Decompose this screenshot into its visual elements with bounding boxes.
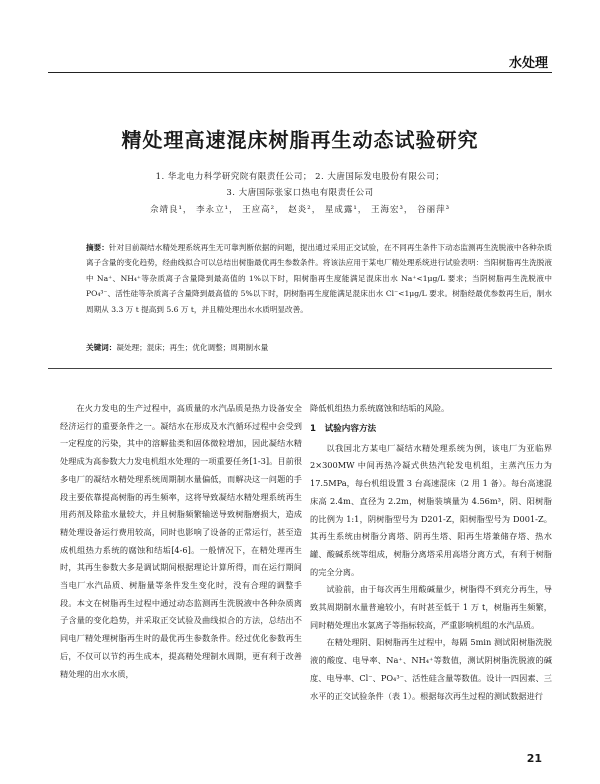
section-heading: 1 试验内容方法 [310, 423, 377, 434]
body-paragraph: 以我国北方某电厂凝结水精处理系统为例，该电厂为亚临界 2×300MW 中间再热冷凝式供热汽轮发电机组，主蒸汽压力为 17.5MPa，每台机组设置 3 台高速混床（2 用 1 备）。每台高速混床高 2.4m、直径为 2.2m，树脂装填量为 4.56m³，阴、阳树脂的比例为 1:1，阴树脂型号为 D201-Z，阳树脂型号为 D001-Z。其再生系统由树脂分离塔、阴再生塔、阳再生塔兼储存塔、热水罐、酸碱系统等组成，树脂分离塔采用高塔分离方式，有利于树脂的完全分离。 [310, 442, 552, 577]
abstract-label: 摘要： [86, 243, 109, 252]
body-column-right [310, 400, 552, 705]
body-column-left [60, 400, 302, 683]
body-paragraph: 在火力发电的生产过程中，高质量的水汽品质是热力设备安全经济运行的重要条件之一。凝结水在形成及水汽循环过程中会受到一定程度的污染，其中的溶解盐类和固体微粒增加，因此凝结水精处理成为高参数大力发电机组水处理的一项重要任务[1-3]。目前很多电厂的凝结水精处理系统周期制水量偏低，而解决这一问题的手段主要依靠提高树脂的再生频率，这将导致凝结水精处理系统再生用药剂及除盐水量较大，并且树脂频繁输送导致树脂磨损大，造成精处理设备运行费用较高，同时也影响了设备的正常运行，甚至造成机组热力系统的腐蚀和结垢[4-6]。一般情况下，在精处理再生时，其再生参数大多是调试期间根据理论计算所得，而在运行期间当电厂水汽品质、树脂量等条件发生变化时，没有合理的调整手段。本文在树脂再生过程中通过动态监测再生洗脱液中各种杂质离子含量的变化趋势，并采取正交试验及曲线拟合的方法，总结出不同电厂精处理树脂再生时的最优再生参数条件。经过优化参数再生后，不仅可以节约再生成本，提高精处理制水周期，更有利于改善精处理的出水水质， [60, 403, 302, 679]
section-label: 水处理 [508, 56, 548, 71]
keywords-text: 凝处理；混床；再生；优化调整；周期制水量 [116, 343, 269, 352]
keywords [86, 342, 552, 353]
abstract [86, 240, 552, 317]
keywords-label: 关键词： [86, 343, 117, 352]
page-number: 21 [526, 752, 542, 765]
affiliations-line-2: 3. 大唐国际张家口热电有限责任公司 [226, 188, 374, 198]
body-paragraph: 降低机组热力系统腐蚀和结垢的风险。 [310, 403, 450, 413]
body-paragraph: 在精处理阴、阳树脂再生过程中，每隔 5min 测试阳树脂洗脱液的酸度、电导率、Na⁺、NH₄⁺等数值，测试阴树脂洗脱液的碱度、电导率、Cl⁻、PO₄³⁻、活性硅含量等数值。设计一四因素、三水平的正交试验条件（表 1）。根据每次再生过程的测试数据进行 [310, 637, 552, 701]
author-list: 佘靖良¹， 李永立¹， 王应高²， 赵炎²， 星成露¹， 王海宏³， 谷丽萍³ [149, 205, 451, 215]
header-rule [48, 72, 552, 73]
abstract-divider [48, 368, 552, 369]
abstract-text: 针对目前凝结水精处理系统再生无可靠判断依据的问题，提出通过采用正交试验，在不同再生条件下动态监测再生洗脱液中各种杂质离子含量的变化趋势，经曲线拟合可以总结出树脂最优再生参数条件。将该法应用于某电厂精处理系统进行试验表明：当阳树脂再生洗脱液中 Na⁺、NH₄⁺等杂质离子含量降到最高值的 1%以下时，阳树脂再生度能满足混床出水 Na⁺<1μg/L 要求；当阴树脂再生洗脱液中 PO₄³⁻、活性硅等杂质离子含量降到最高值的 5%以下时，阴树脂再生度能满足混床出水 Cl⁻<1μg/L 要求。树脂经最优参数再生后，制水周期从 3.3 万 t 提高到 5.6 万 t，并且精处理出水水质明显改善。 [86, 243, 552, 314]
article-title: 精处理高速混床树脂再生动态试验研究 [121, 128, 479, 152]
affiliations-line-1: 1. 华北电力科学研究院有限责任公司； 2. 大唐国际发电股份有限公司； [155, 172, 445, 182]
body-paragraph: 试验前，由于每次再生用酸碱量少，树脂得不到充分再生，导致其周期制水量普遍较小，有时甚至低于 1 万 t，树脂再生频繁，同时精处理出水氯离子等指标较高，严重影响机组的水汽品质。 [310, 584, 552, 630]
